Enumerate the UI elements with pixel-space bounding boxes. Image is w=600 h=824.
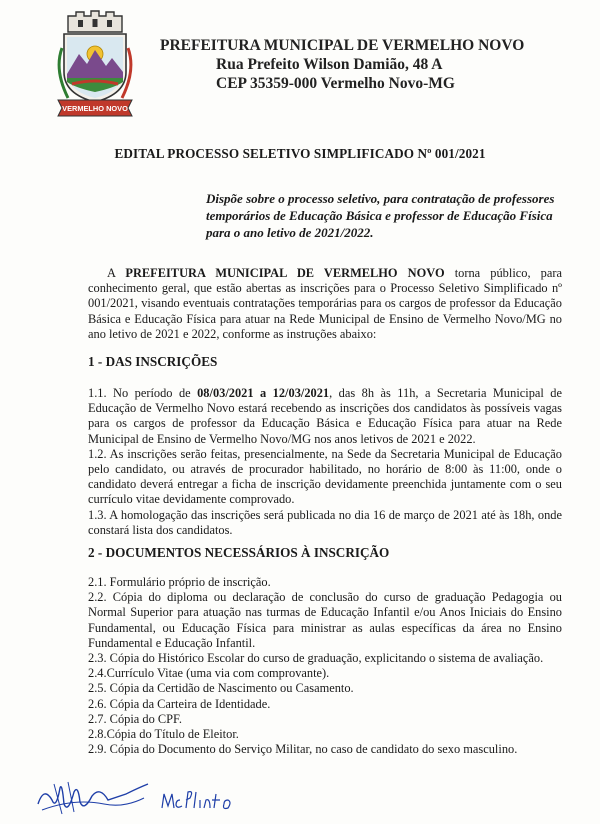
- intro-organization: PREFEITURA MUNICIPAL DE VERMELHO NOVO: [125, 266, 445, 280]
- list-item: 2.5. Cópia da Certidão de Nascimento ou Casamento.: [88, 681, 354, 696]
- letterhead-postal: CEP 35359-000 Vermelho Novo-MG: [216, 75, 455, 92]
- municipal-crest-icon: [54, 8, 136, 120]
- signature-initials-icon: [158, 786, 244, 814]
- document-title: EDITAL PROCESSO SELETIVO SIMPLIFICADO Nº 001/2021: [114, 146, 486, 161]
- signature-scribble-icon: [34, 774, 152, 820]
- item-1-3: 1.3. A homologação das inscrições será publicada no dia 16 de março de 2021 até às 18h, onde constará lista dos candidatos.: [88, 507, 562, 537]
- section-heading-inscricoes: 1 - DAS INSCRIÇÕES: [88, 354, 218, 369]
- list-item: 2.9. Cópia do Documento do Serviço Militar, no caso de candidato do sexo masculino.: [88, 742, 518, 757]
- list-item: 2.8.Cópia do Título de Eleitor.: [88, 727, 239, 742]
- intro-lead: A: [107, 266, 126, 280]
- list-item: 2.4.Currículo Vitae (uma via com comprovante).: [88, 666, 330, 681]
- item-1-1: [88, 386, 562, 447]
- letterhead-address: Rua Prefeito Wilson Damião, 48 A: [216, 56, 443, 73]
- list-item: 2.2. Cópia do diploma ou declaração de conclusão do curso de graduação Pedagogia ou Normal Superior para atuação nas turmas de Educação Infantil e/ou Anos Iniciais do Ensino Fundamental, ou Educação Física para ministrar as aulas específicas da área no Ensino Fundamental e Educação Infantil.: [88, 590, 562, 650]
- item-1-1-dates: 08/03/2021 a 12/03/2021: [197, 386, 330, 400]
- section-body-documentos: [88, 575, 562, 757]
- list-item: 2.3. Cópia do Histórico Escolar do curso de graduação, explicitando o sistema de avaliação.: [88, 651, 544, 666]
- crest-ribbon-text: VERMELHO NOVO: [62, 104, 128, 113]
- item-1-1-pre: 1.1. No período de: [88, 386, 198, 400]
- list-item: 2.6. Cópia da Carteira de Identidade.: [88, 696, 271, 711]
- letterhead-title: PREFEITURA MUNICIPAL DE VERMELHO NOVO: [160, 37, 525, 54]
- ementa-summary: Dispõe sobre o processo seletivo, para contratação de professores temporários de Educação Básica e professor de Educação Física para o ano letivo de 2021/2022.: [206, 191, 555, 240]
- section-heading-documentos: 2 - DOCUMENTOS NECESSÁRIOS À INSCRIÇÃO: [88, 545, 390, 560]
- item-1-2: 1.2. As inscrições serão feitas, presencialmente, na Sede da Secretaria Municipal de Educação pelo candidato, ou através de procurador habilitado, no horário de 8:00 às 11:00, onde o candidato deverá entregar a ficha de inscrição devidamente preenchida juntamente com o seu currículo vitae devidamente comprovado.: [88, 446, 562, 507]
- intro-paragraph: [88, 266, 562, 342]
- section-body-inscricoes: [88, 386, 562, 538]
- intro-text: torna público, para conhecimento geral, que estão abertas as inscrições para o Processo Seletivo Simplificado nº 001/2021, visando eventuais contratações temporárias para os cargos de professor da Educação Básica e Educação Física para atuar na Rede Municipal de Ensino de Vermelho Novo/MG no ano letivo de 2021 e 2022, conforme as instruções abaixo:: [88, 266, 562, 341]
- list-item: 2.7. Cópia do CPF.: [88, 711, 183, 726]
- letterhead: [160, 36, 560, 93]
- list-item: 2.1. Formulário próprio de inscrição.: [88, 575, 271, 589]
- item-1-1-post: , das 8h às 11h, a Secretaria Municipal de Educação de Vermelho Novo estará recebendo as inscrições dos candidatos às possíveis vagas para os cargos de professor da Educação Básica e Educação Física para atuar na Rede Municipal de Ensino de Vermelho Novo/MG nos anos letivos de 2021 e 2022.: [88, 386, 562, 446]
